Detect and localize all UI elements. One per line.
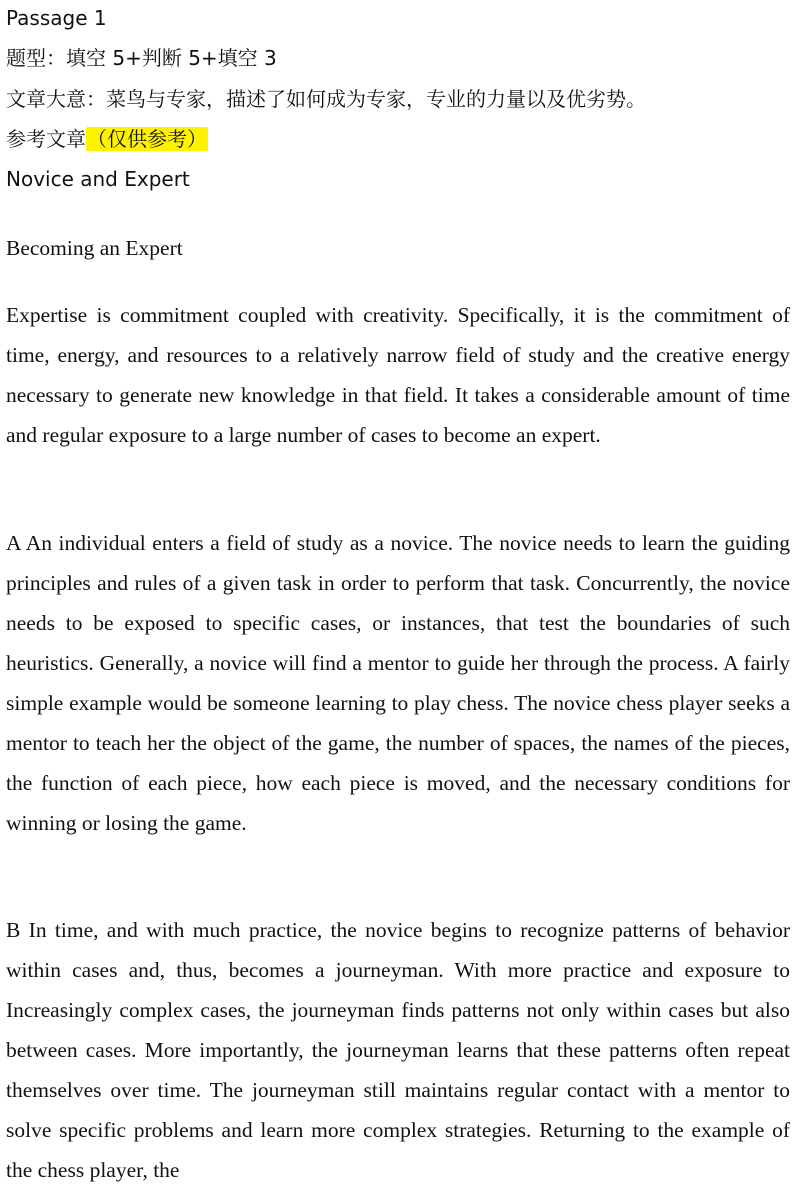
paragraph-b: B In time, and with much practice, the novice begins to recognize patterns of behavior within cases and, thus, becomes a journeyman. With more practice and exposure to Increasingly complex cases, the journeyman finds patterns not only within cases but also between cases. More importantly, the journeyman learns that these patterns often repeat themselves over time. The journeyman still maintains regular contact with a mentor to solve specific problems and learn more complex strategies. Returning to the example of the chess player, the (6, 918, 790, 1182)
paragraph-intro: Expertise is commitment coupled with creativity. Specifically, it is the commitment of time, energy, and resources to a relatively narrow field of study and the creative energy necessary to generate new knowledge in that field. It takes a considerable amount of time and regular exposure to a large number of cases to become an expert. (6, 303, 790, 447)
passage-label: Passage 1 (6, 6, 107, 30)
reference-line (6, 125, 208, 153)
reference-note-highlight: （仅供参考） (87, 127, 207, 151)
paragraph-a: A An individual enters a field of study as a novice. The novice needs to learn the guiding principles and rules of a given task in order to perform that task. Concurrently, the novice needs to be exposed to specific cases, or instances, that test the boundaries of such heuristics. Generally, a novice will find a mentor to guide her through the process. A fairly simple example would be someone learning to play chess. The novice chess player seeks a mentor to teach her the object of the game, the number of spaces, the names of the pieces, the function of each piece, how each piece is moved, and the necessary conditions for winning or losing the game. (6, 531, 790, 835)
article-summary: 文章大意：菜鸟与专家，描述了如何成为专家，专业的力量以及优劣势。 (6, 87, 646, 111)
passage-title: Novice and Expert (6, 167, 190, 191)
article-subtitle: Becoming an Expert (6, 236, 183, 260)
question-types: 题型：填空 5+判断 5+填空 3 (6, 46, 277, 70)
reference-label: 参考文章 (6, 127, 86, 151)
